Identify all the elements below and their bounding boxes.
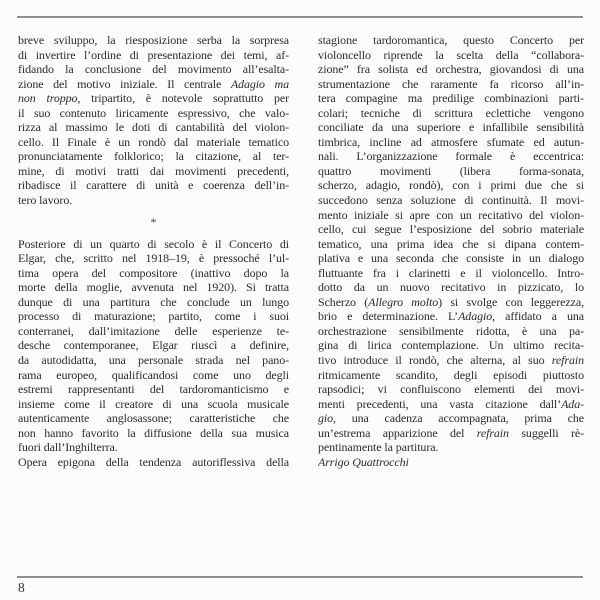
page-number: 8	[18, 580, 25, 595]
top-rule	[17, 16, 583, 18]
text-line: morte della moglie, avvenuta nel 1920). Si tratta	[18, 280, 289, 295]
text-line: il suo contenuto liricamente espressivo, che valo-	[18, 105, 289, 120]
text-line: Opera epigona della tendenza autoriflessiva della	[18, 454, 289, 469]
text-line: gina di lirica contemplazione. Un ultimo recita-	[318, 338, 584, 353]
text-line: Posteriore di un quarto di secolo è il Concerto di	[18, 236, 289, 251]
text-line: desche contemporanee, Elgar riuscì a definire,	[18, 338, 289, 353]
right-column	[318, 33, 584, 469]
text-line: non hanno favorito la diffusione della sua musica	[18, 425, 289, 440]
text-line: di invertire l’ordine di presentazione dei temi, af-	[18, 47, 289, 62]
text-line: fluttuante fra i clarinetti e il violoncello. Intro-	[318, 265, 584, 280]
text-line: rizza al massimo le doti di cantabilità del violon-	[18, 120, 289, 135]
text-line: rapsodici; vi confluiscono elementi dei movi-	[318, 382, 584, 397]
text-line: conterranei, dall’imitazione delle esperienze te-	[18, 323, 289, 338]
text-line: un’estrema apparizione del refrain suggelli rè-	[318, 425, 584, 440]
text-line: Elgar, che, scritto nel 1918–19, è pressoché l’ul-	[18, 251, 289, 266]
text-line: orchestrazione sensibilmente ridotta, è una pa-	[318, 323, 584, 338]
text-line: mento iniziale si apre con un recitativo del violon-	[318, 207, 584, 222]
text-line: mine, di motivi tratti dai movimenti precedenti,	[18, 163, 289, 178]
text-line: stagione tardoromantica, questo Concerto per	[318, 33, 584, 47]
text-line: nali. L’organizzazione formale è eccentrica:	[318, 149, 584, 164]
text-line: timbrica, incline ad atmosfere sfumate ed autun-	[318, 134, 584, 149]
text-line: Scherzo (Allegro molto) si svolge con leggerezza,	[318, 294, 584, 309]
text-line: pronunciatamente folklorico; la citazione, al ter-	[18, 149, 289, 164]
text-line: brio e determinazione. L’Adagio, affidato a una	[318, 309, 584, 324]
text-line: conciliate da una superiore e infallibile sensibilità	[318, 120, 584, 135]
text-line: insieme come il creatore di una scuola musicale	[18, 396, 289, 411]
text-line: tero lavoro.	[18, 193, 73, 208]
text-line: breve sviluppo, la riesposizione serba la sorpresa	[18, 33, 289, 47]
text-line: ritmicamente scandito, degli episodi piuttosto	[318, 367, 584, 382]
text-line: dunque di una partitura che conclude un lungo	[18, 294, 289, 309]
text-line: da autodidatta, una personale strada nel pano-	[18, 353, 289, 368]
text-line: tivo introduce il rondò, che alterna, al suo refrain	[318, 353, 584, 368]
text-line: autenticamente anglosassone; caratteristiche che	[18, 411, 289, 426]
text-columns	[18, 33, 584, 469]
author-signature: Arrigo Quattrocchi	[318, 454, 409, 469]
text-line: gio, una cadenza accompagnata, prima che	[318, 411, 584, 426]
text-line: strumentazione che raramente fa ricorso all’in-	[318, 76, 584, 91]
text-line: cello, cui segue l’esposizione del sobrio materiale	[318, 222, 584, 237]
text-line: tera compagine ma predilige combinazioni parti-	[318, 91, 584, 106]
text-line: fuori dall’Inghilterra.	[18, 440, 118, 455]
text-line: violoncello riprende la scelta della “collabora-	[318, 47, 584, 62]
section-separator-asterisk: *	[150, 214, 157, 229]
text-line: fidando la conclusione del movimento all’esalta-	[18, 62, 289, 77]
text-line: zione” fra solista ed orchestra, giovandosi di una	[318, 62, 584, 77]
text-line: menti precedenti, una vasta citazione dall’Ada-	[318, 396, 584, 411]
text-line: processo di maturazione; partito, come i suoi	[18, 309, 289, 324]
text-line: zione del motivo iniziale. Il centrale Adagio ma	[18, 76, 289, 91]
text-line: estremi rappresentanti del tardoromanticismo e	[18, 382, 289, 397]
text-line: tematico, una prima idea che si dipana contem-	[318, 236, 584, 251]
text-line: scherzo, adagio, rondò), con i primi due che si	[318, 178, 584, 193]
left-column	[18, 33, 289, 469]
text-line: rama europeo, qualificandosi come uno degli	[18, 367, 289, 382]
text-line: non troppo, tripartito, è notevole soprattutto per	[18, 91, 289, 106]
text-line: tima opera del compositore (inattivo dopo la	[18, 265, 289, 280]
text-line: quattro movimenti (libera forma-sonata,	[318, 163, 584, 178]
text-line: dotto da un nuovo recitativo in pizzicato, lo	[318, 280, 584, 295]
text-line: colari; tecniche di scrittura eclettiche vengono	[318, 105, 584, 120]
bottom-rule	[17, 576, 583, 578]
text-line: ribadisce il carattere di unità e coerenza dell’in-	[18, 178, 289, 193]
text-line: succedono senza soluzione di continuità. Il movi-	[318, 193, 584, 208]
text-line: pentinamente la partitura.	[318, 440, 439, 455]
text-line: plativa e una seconda che consiste in un dialogo	[318, 251, 584, 266]
text-line: cello. Il Finale è un rondò dal materiale tematico	[18, 134, 289, 149]
